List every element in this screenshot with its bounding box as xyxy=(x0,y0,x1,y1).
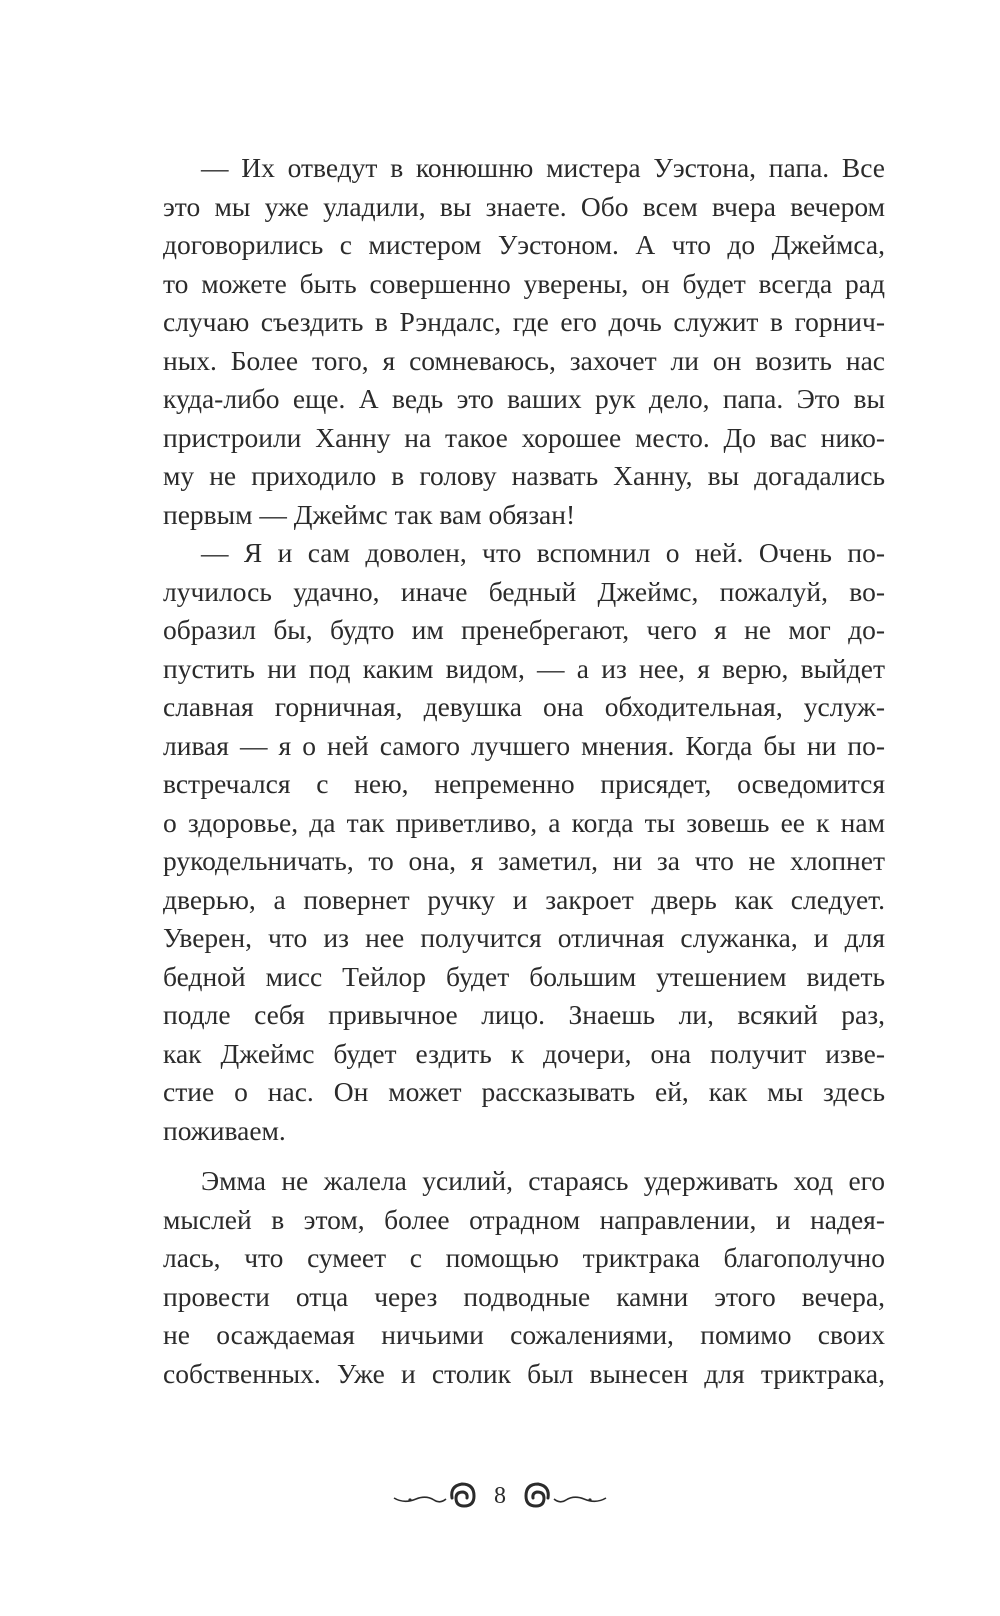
text-line: подле себя привычное лицо. Знаешь ли, всякий раз, xyxy=(163,999,885,1030)
paragraph xyxy=(163,534,885,1150)
text-line: рукодельничать, то она, я заметил, ни за что не хлопнет xyxy=(163,845,885,876)
text-line: пустить ни под каким видом, — а из нее, я верю, выйдет xyxy=(163,652,885,684)
text-line: стие о нас. Он может рассказывать ей, как мы здесь xyxy=(163,1076,885,1107)
page-footer xyxy=(0,1476,1000,1516)
text-line: ливая — я о ней самого лучшего мнения. Когда бы ни по- xyxy=(163,729,885,761)
flourish-left-icon xyxy=(390,1478,480,1514)
text-line: Уверен, что из нее получится отличная служанка, и для xyxy=(163,922,885,953)
text-line: то можете быть совершенно уверены, он будет всегда рад xyxy=(163,267,885,299)
page-body xyxy=(163,149,885,1393)
text-line: славная горничная, девушка она обходительная, услуж- xyxy=(163,691,885,722)
text-line: пристроили Ханну на такое хорошее место. До вас нико- xyxy=(163,421,885,453)
text-line: бедной мисс Тейлор будет большим утешением видеть xyxy=(163,960,885,992)
text-line: ных. Более того, я сомневаюсь, захочет ли он возить нас xyxy=(163,344,885,376)
text-line: как Джеймс будет ездить к дочери, она получит изве- xyxy=(163,1037,885,1069)
text-line: образил бы, будто им пренебрегают, чего я не мог до- xyxy=(163,614,885,645)
text-line: — Я и сам доволен, что вспомнил о ней. Очень по- xyxy=(201,537,885,568)
text-line: встречался с нею, непременно присядет, осведомится xyxy=(163,768,885,799)
text-line: собственных. Уже и столик был вынесен для триктрака, xyxy=(163,1357,885,1389)
paragraph xyxy=(163,149,885,534)
text-line: лась, что сумеет с помощью триктрака благополучно xyxy=(163,1242,885,1273)
text-line: му не приходило в голову назвать Ханну, вы догадались xyxy=(163,460,885,491)
text-line: поживаем. xyxy=(163,1114,286,1146)
paragraph xyxy=(163,1162,885,1393)
text-line: договорились с мистером Уэстоном. А что до Джеймса, xyxy=(163,229,885,260)
text-line: о здоровье, да так приветливо, а когда ты зовешь ее к нам xyxy=(163,806,885,838)
text-line: мыслей в этом, более отрадном направлении, и надея- xyxy=(163,1203,885,1235)
text-line: — Их отведут в конюшню мистера Уэстона, папа. Все xyxy=(201,152,885,183)
text-line: Эмма не жалела усилий, стараясь удерживать ход его xyxy=(201,1165,885,1196)
text-line: первым — Джеймс так вам обязан! xyxy=(163,498,576,530)
text-line: куда-либо еще. А ведь это ваших рук дело, папа. Это вы xyxy=(163,383,885,414)
page-number: 8 xyxy=(494,1482,506,1509)
paragraph-spacer xyxy=(163,1150,885,1162)
text-line: не осаждаемая ничьими сожалениями, помимо своих xyxy=(163,1319,885,1350)
text-line: дверью, а повернет ручку и закроет дверь как следует. xyxy=(163,883,885,915)
text-line: случаю съездить в Рэндалс, где его дочь служит в горнич- xyxy=(163,306,885,337)
text-line: лучилось удачно, иначе бедный Джеймс, пожалуй, во- xyxy=(163,575,885,607)
text-line: провести отца через подводные камни этого вечера, xyxy=(163,1280,885,1312)
flourish-right-icon xyxy=(520,1478,610,1514)
text-line: это мы уже уладили, вы знаете. Обо всем вчера вечером xyxy=(163,190,885,222)
